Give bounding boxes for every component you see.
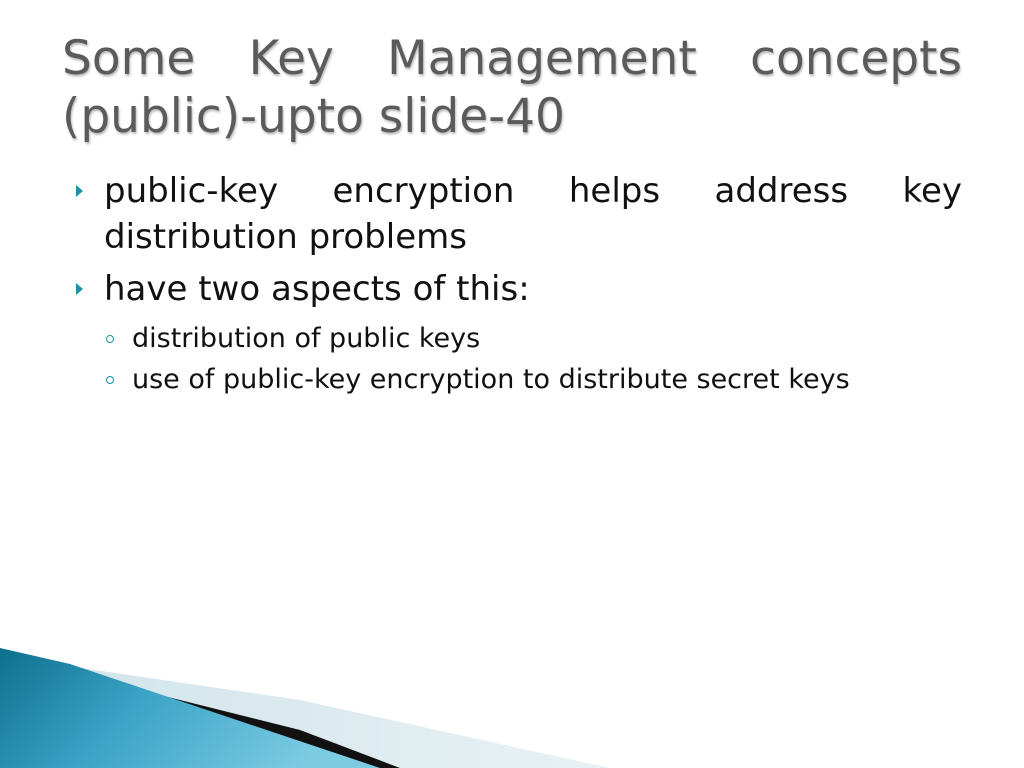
triangle-bullet-icon — [76, 185, 83, 197]
pale-wave-shape — [0, 662, 610, 768]
sub-bullet-item — [104, 318, 962, 359]
bullet-item — [72, 266, 962, 312]
slide-title: Some Key Management concepts (public)-upto slide-40 — [62, 31, 962, 144]
black-wave-stripe — [20, 660, 400, 768]
bullet-item — [72, 168, 962, 260]
circle-bullet-icon — [106, 335, 114, 343]
circle-bullet-icon — [106, 376, 114, 384]
slide-content — [72, 168, 962, 400]
sub-bullet-list — [104, 318, 962, 400]
sub-bullet-text: distribution of public keys — [132, 323, 481, 354]
sub-bullet-text: use of public-key encryption to distribute secret keys — [132, 364, 850, 395]
triangle-bullet-icon — [76, 283, 83, 295]
blue-wave-shape — [0, 648, 380, 768]
bullet-text: have two aspects of this: — [104, 269, 530, 309]
sub-bullet-item — [104, 359, 962, 400]
bullet-text: public-key encryption helps address key distribution problems — [104, 171, 962, 257]
